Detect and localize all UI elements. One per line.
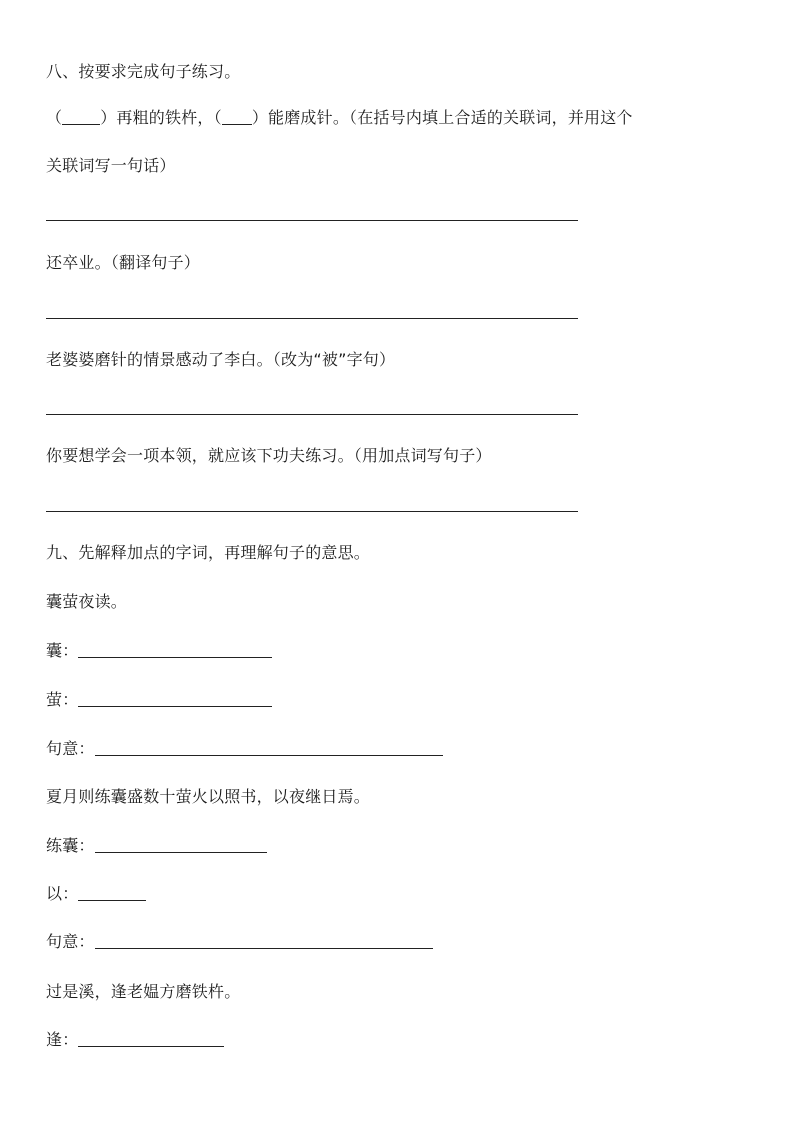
term-yi [46, 884, 146, 904]
term-ying-blank[interactable] [78, 692, 272, 707]
answer-line-2[interactable] [46, 318, 578, 319]
question-1-open-paren: （ [46, 108, 63, 127]
blank-2[interactable] [222, 110, 252, 125]
section-8-heading: 八、按要求完成句子练习。 [46, 62, 241, 81]
question-1-end: ）能磨成针。（在括号内填上合适的关联词，并用这个 [251, 108, 633, 127]
term-feng-label: 逢： [46, 1030, 79, 1049]
answer-line-1[interactable] [46, 220, 578, 221]
term-nang-blank[interactable] [78, 643, 272, 658]
answer-line-4[interactable] [46, 511, 578, 512]
term-yi-label: 以： [46, 884, 79, 903]
question-1-line-2: 关联词写一句话） [46, 156, 176, 175]
sentence-1-meaning-label: 句意： [46, 739, 95, 758]
term-feng-blank[interactable] [78, 1032, 224, 1047]
term-liannang [46, 836, 267, 856]
sentence-1: 囊萤夜读。 [46, 592, 128, 611]
question-4: 你要想学会一项本领，就应该下功夫练习。（用加点词写句子） [46, 446, 492, 465]
term-feng [46, 1030, 224, 1050]
sentence-3: 过是溪，逢老媪方磨铁杵。 [46, 982, 241, 1001]
term-yi-blank[interactable] [78, 886, 146, 901]
answer-line-3[interactable] [46, 414, 578, 415]
term-liannang-blank[interactable] [95, 838, 267, 853]
question-1-line-1 [46, 108, 633, 128]
sentence-2-meaning [46, 932, 433, 952]
section-9-heading: 九、先解释加点的字词，再理解句子的意思。 [46, 543, 371, 562]
sentence-2-meaning-blank[interactable] [95, 934, 433, 949]
question-1-middle: ）再粗的铁杵，（ [100, 108, 222, 127]
question-3: 老婆婆磨针的情景感动了李白。（改为“被”字句） [46, 350, 396, 369]
term-nang-label: 囊： [46, 641, 79, 660]
term-ying [46, 690, 272, 710]
sentence-2: 夏月则练囊盛数十萤火以照书，以夜继日焉。 [46, 787, 371, 806]
question-2: 还卒业。（翻译句子） [46, 253, 201, 272]
term-nang [46, 641, 272, 661]
blank-1[interactable] [62, 110, 100, 125]
term-ying-label: 萤： [46, 690, 79, 709]
term-liannang-label: 练囊： [46, 836, 95, 855]
sentence-2-meaning-label: 句意： [46, 932, 95, 951]
sentence-1-meaning [46, 739, 443, 759]
sentence-1-meaning-blank[interactable] [95, 741, 443, 756]
